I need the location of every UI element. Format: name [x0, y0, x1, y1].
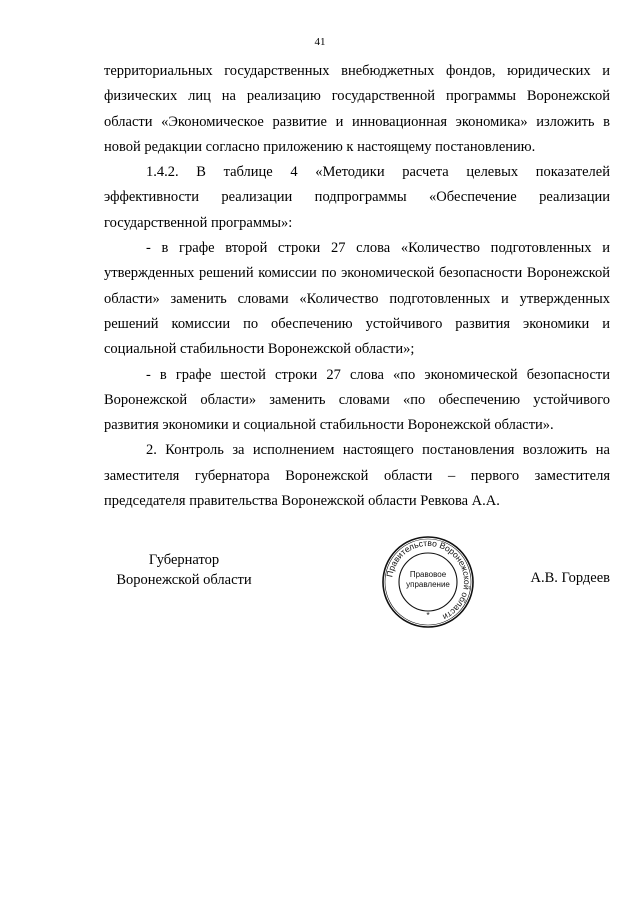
official-stamp: [380, 534, 476, 630]
stamp-star: *: [426, 610, 430, 620]
stamp-inner-line1: Правовое: [409, 570, 447, 579]
stamp-inner-line2: управление: [406, 580, 450, 589]
document-body: [104, 59, 610, 514]
paragraph-1-4-2: 1.4.2. В таблице 4 «Методики расчета целевых показателей эффективности реализации подпрограммы «Обеспечение реализации государственной программы»:: [104, 164, 610, 231]
paragraph-item-column-6: - в графе шестой строки 27 слова «по экономической безопасности Воронежской области» заменить словами «по обеспечению устойчивого развития экономики и социальной стабильности Воронежской области».: [104, 366, 610, 434]
signatory-title: [104, 550, 264, 590]
paragraph-item-column-2: - в графе второй строки 27 слова «Количество подготовленных и утвержденных решений комиссии по экономической безопасности Воронежской области» заменить словами «Количество подготовленных и утвержденных решений комиссии по обеспечению устойчивого развития экономики и социальной стабильности Воронежской области»;: [104, 240, 610, 358]
stamp-ring-text: Правительство Воронежской области: [384, 537, 473, 623]
paragraph-continuation: территориальных государственных внебюджетных фондов, юридических и физических лиц на реализацию государственной программы Воронежской области «Экономическое развитие и инновационная экономика» изложить в новой редакции согласно приложению к настоящему постановлению.: [104, 63, 610, 155]
signatory-title-line2: Воронежской области: [116, 572, 252, 588]
paragraph-control: 2. Контроль за исполнением настоящего постановления возложить на заместителя губернатора Воронежской области – первого заместителя председателя правительства Воронежской области Ревкова А.А.: [104, 442, 610, 510]
signatory-name: А.В. Гордеев: [530, 570, 610, 586]
page-number: 41: [314, 36, 326, 48]
signatory-title-line1: Губернатор: [148, 552, 220, 568]
stamp-inner-text: [404, 570, 452, 594]
